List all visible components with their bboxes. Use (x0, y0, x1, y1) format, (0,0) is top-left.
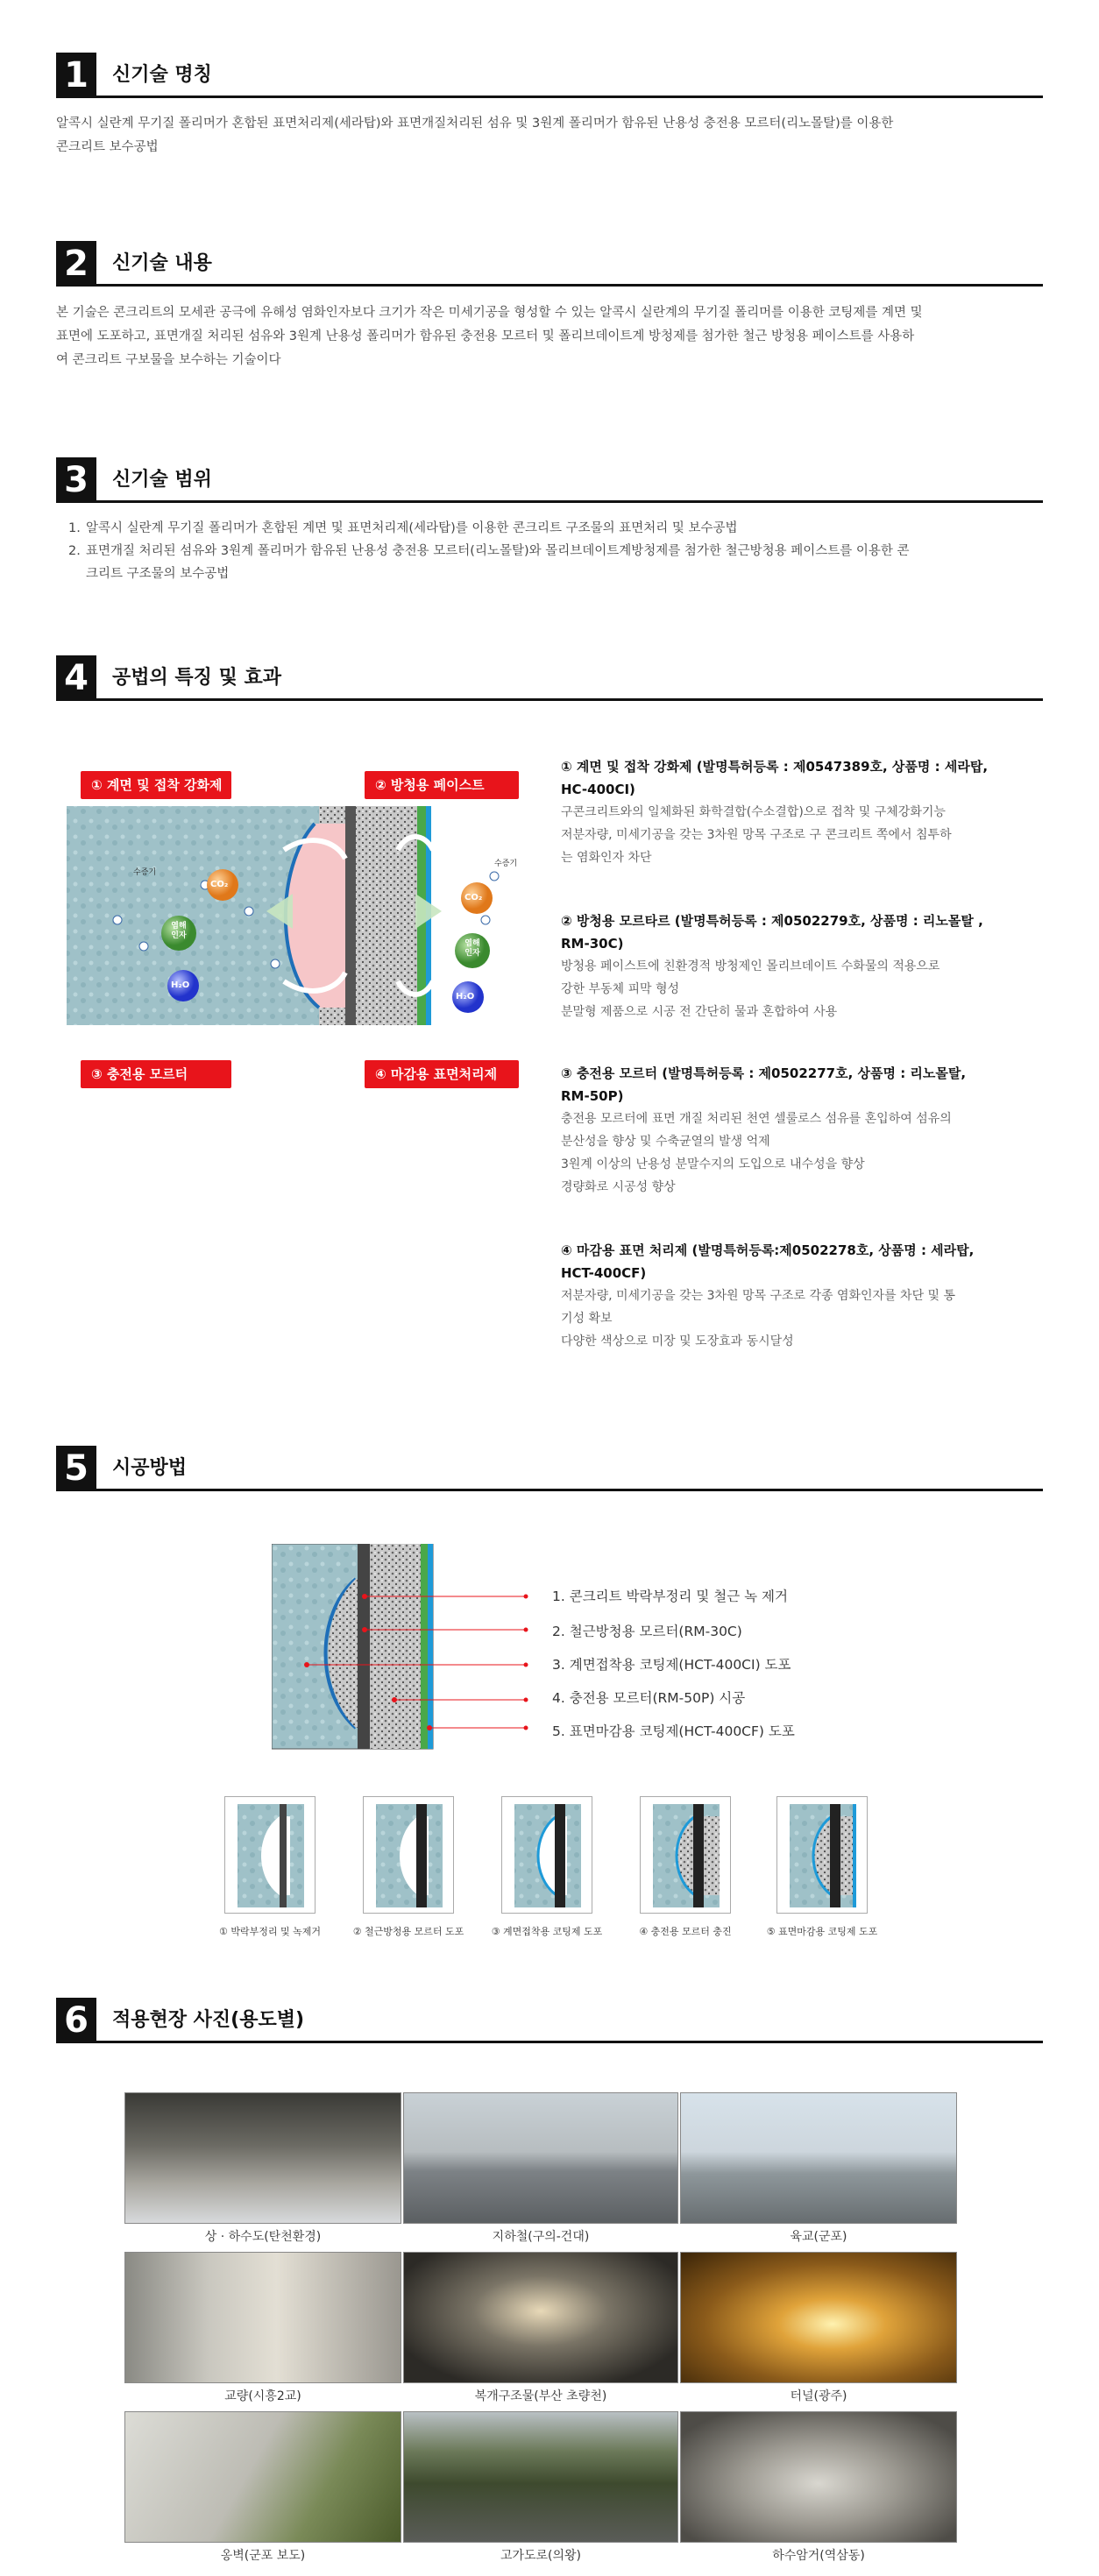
diagram-tag-2: ② 방청용 페이스트 (365, 771, 519, 799)
step-thumbnail (640, 1796, 731, 1914)
text-line: 콘크리트 보수공법 (56, 140, 159, 154)
feature-text: 저분자량, 미세기공을 갖는 3차원 망목 구조로 각종 염화인자를 차단 및 통 (561, 1289, 956, 1303)
section-number: 3 (56, 457, 96, 503)
feature-3 (561, 1062, 1041, 1199)
section-number: 4 (56, 655, 96, 701)
feature-title: HC-400CI) (561, 782, 635, 797)
step-thumbnail (363, 1796, 454, 1914)
step-thumbnail-caption: ③ 계면접착용 코팅제 도포 (491, 1926, 603, 1937)
construction-cross-section (272, 1544, 543, 1754)
list-item (68, 540, 1032, 585)
feature-text: 강한 부동체 피막 형성 (561, 982, 680, 996)
section-2-text (56, 301, 1038, 372)
site-photo-caption: 터널(광주) (790, 2389, 847, 2403)
site-photo-caption: 복개구조물(부산 초량천) (474, 2389, 607, 2403)
section-title: 적용현장 사진(용도별) (112, 2009, 305, 2031)
site-photo-caption: 지하철(구의-건대) (492, 2230, 590, 2244)
text-line: 표면개질 처리된 섬유와 3원계 폴리머가 함유된 난용성 충전용 모르터(리노몰탈)와 몰리브데이트계방청제를 첨가한 철근방청용 페이스트를 이용한 콘 (86, 544, 910, 558)
section-1-header (56, 53, 1043, 98)
diagram-tag-3: ③ 충전용 모르터 (81, 1060, 231, 1088)
site-photo-subway (403, 2092, 678, 2224)
diagram-tag-1: ① 계면 및 접착 강화제 (81, 771, 231, 799)
feature-title: RM-50P) (561, 1088, 624, 1104)
site-photo-sewer (124, 2092, 401, 2224)
feature-text: 분산성을 향상 및 수축균열의 발생 억제 (561, 1135, 770, 1149)
cross-section-illustration (56, 754, 521, 1104)
step-1: 1. 콘크리트 박락부정리 및 철근 녹 제거 (552, 1589, 788, 1604)
section-title: 신기술 내용 (112, 252, 212, 274)
salt-label: 염해 인자 (464, 939, 480, 958)
h2o-label: H₂O (456, 992, 475, 1001)
step-thumbnail-caption: ⑤ 표면마감용 코팅제 도포 (766, 1926, 878, 1937)
water-vapor-label: 수증기 (494, 860, 518, 868)
site-photo-retaining-wall (124, 2411, 401, 2543)
text-line: 크리트 구조물의 보수공법 (86, 567, 230, 581)
site-photo-caption: 육교(군포) (790, 2230, 847, 2244)
step-image (225, 1797, 316, 1914)
site-photo-caption: 옹벽(군포 보도) (220, 2549, 306, 2563)
feature-text: 분말형 제품으로 시공 전 간단히 물과 혼합하여 사용 (561, 1005, 838, 1019)
step-thumbnail-caption: ① 박락부정리 및 녹제거 (219, 1926, 321, 1937)
section-title: 신기술 범위 (112, 469, 212, 491)
section-3-header (56, 457, 1043, 503)
feature-text: 구콘크리트와의 일체화된 화학결합(수소결합)으로 접착 및 구체강화기능 (561, 805, 946, 819)
list-item (68, 517, 1032, 540)
step-image (641, 1797, 732, 1914)
site-photo-bridge (124, 2252, 401, 2383)
feature-1 (561, 755, 1041, 869)
feature-title: ① 계면 및 접착 강화제 (발명특허등록 : 제0547389호, 상품명 : 세라탑, (561, 759, 989, 775)
h2o-label: H₂O (171, 980, 190, 990)
section-4-header (56, 655, 1043, 701)
section-title: 신기술 명칭 (112, 64, 212, 86)
step-3: 3. 계면접착용 코팅제(HCT-400CI) 도포 (552, 1657, 791, 1673)
site-photo-pedestrian-bridge (680, 2092, 957, 2224)
co2-label: CO₂ (210, 880, 229, 889)
step-image (502, 1797, 593, 1914)
step-thumbnail-caption: ④ 충전용 모르터 충진 (639, 1926, 732, 1937)
section-number: 6 (56, 1998, 96, 2043)
site-photo-caption: 교량(시흥2교) (224, 2389, 301, 2403)
step-thumbnail (776, 1796, 868, 1914)
section-title: 공법의 특징 및 효과 (112, 667, 281, 689)
feature-2 (561, 909, 1041, 1023)
text-line: 알콕시 실란계 무기질 폴리머가 혼합된 계면 및 표면처리제(세라탑)를 이용한 콘크리트 구조물의 표면처리 및 보수공법 (86, 521, 738, 535)
feature-text: 다양한 색상으로 미장 및 도장효과 동시달성 (561, 1334, 794, 1348)
step-4: 4. 충전용 모르터(RM-50P) 시공 (552, 1690, 746, 1706)
feature-title: ④ 마감용 표면 처리제 (발명특허등록:제0502278호, 상품명 : 세라탑, (561, 1242, 975, 1258)
diagram-tag-4: ④ 마감용 표면처리제 (365, 1060, 519, 1088)
section-5-header (56, 1446, 1043, 1491)
feature-title: ③ 충전용 모르터 (발명특허등록 : 제0502277호, 상품명 : 리노몰탈, (561, 1065, 967, 1081)
site-photo-tunnel (680, 2252, 957, 2383)
site-photo-sewer-culvert (680, 2411, 957, 2543)
section-number: 5 (56, 1446, 96, 1491)
feature-text: 충전용 모르터에 표면 개질 처리된 천연 셀룰로스 섬유를 혼입하여 섬유의 (561, 1112, 952, 1126)
section-6-header (56, 1998, 1043, 2043)
feature-title: HCT-400CF) (561, 1265, 647, 1281)
site-photo-elevated-road (403, 2411, 678, 2543)
step-2: 2. 철근방청용 모르터(RM-30C) (552, 1624, 742, 1639)
feature-text: 는 염화인자 차단 (561, 851, 652, 865)
section-title: 시공방법 (112, 1457, 188, 1479)
construction-diagram (272, 1544, 543, 1754)
salt-label: 염해 인자 (171, 922, 187, 940)
section-number: 2 (56, 241, 96, 287)
step-image (777, 1797, 869, 1914)
step-image (364, 1797, 455, 1914)
feature-text: 3원계 이상의 난용성 분말수지의 도입으로 내수성을 향상 (561, 1157, 865, 1171)
feature-title: ② 방청용 모르타르 (발명특허등록 : 제0502279호, 상품명 : 리노몰탈 , (561, 913, 983, 929)
step-thumbnail (224, 1796, 316, 1914)
feature-4 (561, 1239, 1041, 1353)
step-thumbnail-caption: ② 철근방청용 모르터 도포 (352, 1926, 464, 1937)
section-number: 1 (56, 53, 96, 98)
list-number: 2. (68, 544, 81, 558)
water-vapor-label: 수증기 (133, 868, 157, 877)
method-diagram (56, 754, 521, 1104)
step-5: 5. 표면마감용 코팅제(HCT-400CF) 도포 (552, 1723, 795, 1739)
feature-text: 방청용 페이스트에 친환경적 방청제인 몰리브데이트 수화물의 적용으로 (561, 959, 940, 973)
section-1-text (56, 112, 1038, 159)
co2-label: CO₂ (464, 893, 483, 902)
feature-title: RM-30C) (561, 936, 624, 952)
text-line: 알콕시 실란계 무기질 폴리머가 혼합된 표면처리제(세라탑)와 표면개질처리된 섬유 및 3원계 폴리머가 함유된 난용성 충전용 모르터(리노몰탈)를 이용한 (56, 117, 894, 131)
text-line: 본 기술은 콘크리트의 모세관 공극에 유해성 염화인자보다 크기가 작은 미세기공을 형성할 수 있는 알콕시 실란계의 무기질 폴리머를 이용한 코팅제를 계면 및 (56, 306, 923, 320)
feature-text: 저분자량, 미세기공을 갖는 3차원 망목 구조로 구 콘크리트 쪽에서 침투하 (561, 828, 952, 842)
text-line: 여 콘크리트 구보물을 보수하는 기술이다 (56, 353, 281, 367)
site-photo-caption: 하수암거(역삼동) (772, 2549, 865, 2563)
feature-text: 경량화로 시공성 향상 (561, 1180, 676, 1194)
site-photo-covered-structure (403, 2252, 678, 2383)
feature-text: 기성 확보 (561, 1312, 613, 1326)
site-photo-caption: 고가도로(의왕) (500, 2549, 582, 2563)
text-line: 표면에 도포하고, 표면개질 처리된 섬유와 3원계 난용성 폴리머가 함유된 충전용 모르터 및 폴리브데이트계 방청제를 첨가한 철근 방청용 페이스트를 사용하 (56, 329, 915, 343)
section-2-header (56, 241, 1043, 287)
step-thumbnail (501, 1796, 592, 1914)
site-photo-caption: 상 · 하수도(탄천환경) (204, 2230, 322, 2244)
scope-list (68, 517, 1032, 585)
list-number: 1. (68, 521, 81, 535)
